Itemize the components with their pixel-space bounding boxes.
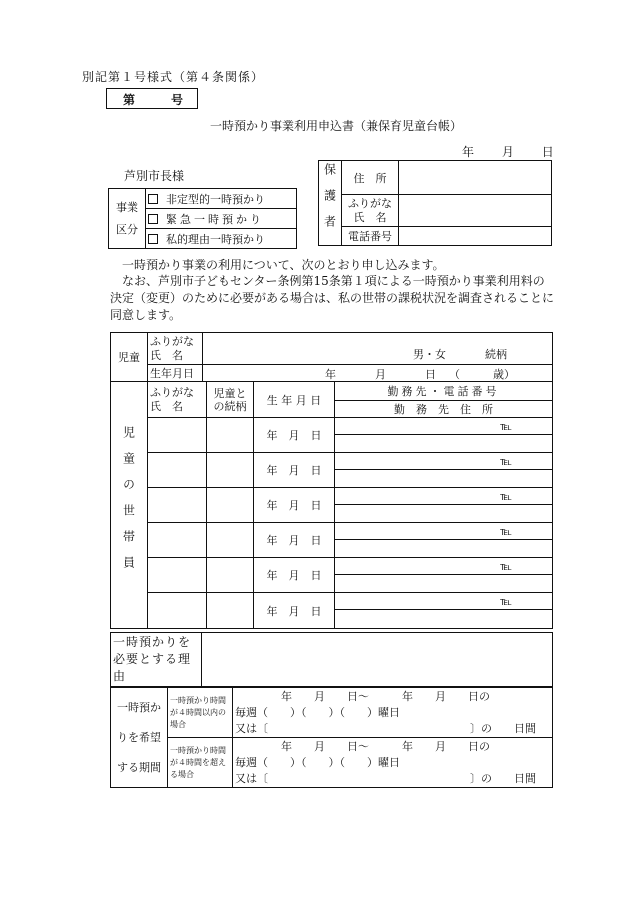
reason-label: 一時預かりを 必要とする理由 [111,633,202,687]
date-line[interactable] [462,143,554,160]
household-name-field[interactable] [148,558,207,593]
household-col-relation: 児童と の続柄 [207,382,254,418]
intro-line-1: 一時預かり事業の利用について、次のとおり申し込みます。 [122,258,445,272]
period-long-field[interactable] [233,738,553,788]
number-box[interactable] [106,88,198,109]
household-work-address[interactable] [335,505,553,523]
period-long-weekly: 毎週（ ）（ ）（ ）曜日 [235,755,400,769]
guardian-table [318,160,552,246]
category-option-1[interactable]: 非定型的一時預かり [146,189,297,209]
household-work-address[interactable] [335,435,553,453]
reason-table [110,632,553,687]
checkbox-icon[interactable] [148,214,158,224]
household-name-field[interactable] [148,523,207,558]
guardian-address-field[interactable] [399,161,552,195]
household-name-field[interactable] [148,488,207,523]
period-short-weekly: 毎週（ ）（ ）（ ）曜日 [235,705,400,719]
household-work-tel[interactable]: ℡ [335,488,553,505]
household-birth-field[interactable]: 年 月 日 [254,558,335,593]
household-relation-field[interactable] [207,453,254,488]
child-label: 児童 [111,333,148,382]
household-work-tel[interactable]: ℡ [335,453,553,470]
number-box-left: 第 [123,93,136,107]
intro-line-2: なお、芦別市子どもセンター条例第15条第１項による一時預かり事業利用料の決定（変更）のために必要がある場合は、私の世帯の課税状況を調査されることに同意します。 [110,274,555,322]
child-birth-label: 生年月日 [148,365,203,382]
household-name-field[interactable] [148,418,207,453]
period-cond-long: 一時預かり時間が４時間を超える場合 [168,738,233,788]
reason-field[interactable] [202,633,553,687]
household-work-tel[interactable]: ℡ [335,558,553,575]
category-option-2[interactable]: 緊急一時預かり [146,209,297,229]
number-box-right: 号 [171,93,184,107]
checkbox-icon[interactable] [148,194,158,204]
household-work-address[interactable] [335,470,553,488]
period-long-or: 又は〔 〕の 日間 [235,771,536,785]
household-birth-field[interactable]: 年 月 日 [254,593,335,629]
guardian-name-field[interactable] [399,195,552,227]
period-short-range: 年 月 日～ 年 月 日の [281,689,490,703]
addressee: 芦別市長様 [124,169,185,183]
household-col-work2: 勤 務 先 住 所 [335,401,553,418]
household-name-field[interactable] [148,593,207,629]
form-code: 別記第１号様式（第４条関係） [82,70,265,84]
household-birth-field[interactable]: 年 月 日 [254,488,335,523]
date-year: 年 [462,145,475,159]
category-label: 事業 区分 [109,189,146,249]
guardian-label: 保護者 [319,161,342,246]
checkbox-icon[interactable] [148,234,158,244]
guardian-phone-label: 電話番号 [342,227,399,246]
child-sex: 男・女 [413,348,446,361]
household-work-address[interactable] [335,610,553,629]
period-short-or: 又は〔 〕の 日間 [235,721,536,735]
household-birth-field[interactable]: 年 月 日 [254,418,335,453]
household-label: 児童の世帯員 [111,382,148,629]
category-option-3[interactable]: 私的理由一時預かり [146,229,297,249]
household-relation-field[interactable] [207,593,254,629]
household-relation-field[interactable] [207,523,254,558]
period-table [110,687,553,788]
child-name-label: ふりがな 氏 名 [148,333,203,365]
household-work-address[interactable] [335,575,553,593]
period-long-range: 年 月 日～ 年 月 日の [281,739,490,753]
household-relation-field[interactable] [207,558,254,593]
household-col-birth: 生 年 月 日 [254,382,335,418]
household-work-address[interactable] [335,540,553,558]
child-birth-field[interactable]: 年 月 日 （ 歳） [203,365,553,382]
date-month: 月 [501,145,514,159]
page-title: 一時預かり事業利用申込書（兼保育児童台帳） [210,119,463,133]
household-col-name: ふりがな 氏 名 [148,382,207,418]
household-name-field[interactable] [148,453,207,488]
period-label: 一時預か りを希望 する期間 [111,688,168,788]
child-relation-label: 続柄 [485,348,507,361]
guardian-phone-field[interactable] [399,227,552,246]
household-relation-field[interactable] [207,488,254,523]
household-work-tel[interactable]: ℡ [335,418,553,435]
period-short-field[interactable] [233,688,553,738]
guardian-address-label: 住 所 [342,161,399,195]
household-birth-field[interactable]: 年 月 日 [254,523,335,558]
household-birth-field[interactable]: 年 月 日 [254,453,335,488]
child-name-field[interactable] [203,333,553,365]
household-work-tel[interactable]: ℡ [335,523,553,540]
category-table [108,188,297,249]
date-day: 日 [541,145,554,159]
household-relation-field[interactable] [207,418,254,453]
household-col-work1: 勤務先・電話番号 [335,382,553,401]
child-table [110,332,553,382]
household-work-tel[interactable]: ℡ [335,593,553,610]
period-cond-short: 一時預かり時間が４時間以内の場合 [168,688,233,738]
guardian-name-label: ふりがな 氏 名 [342,195,399,227]
household-table [110,381,553,629]
